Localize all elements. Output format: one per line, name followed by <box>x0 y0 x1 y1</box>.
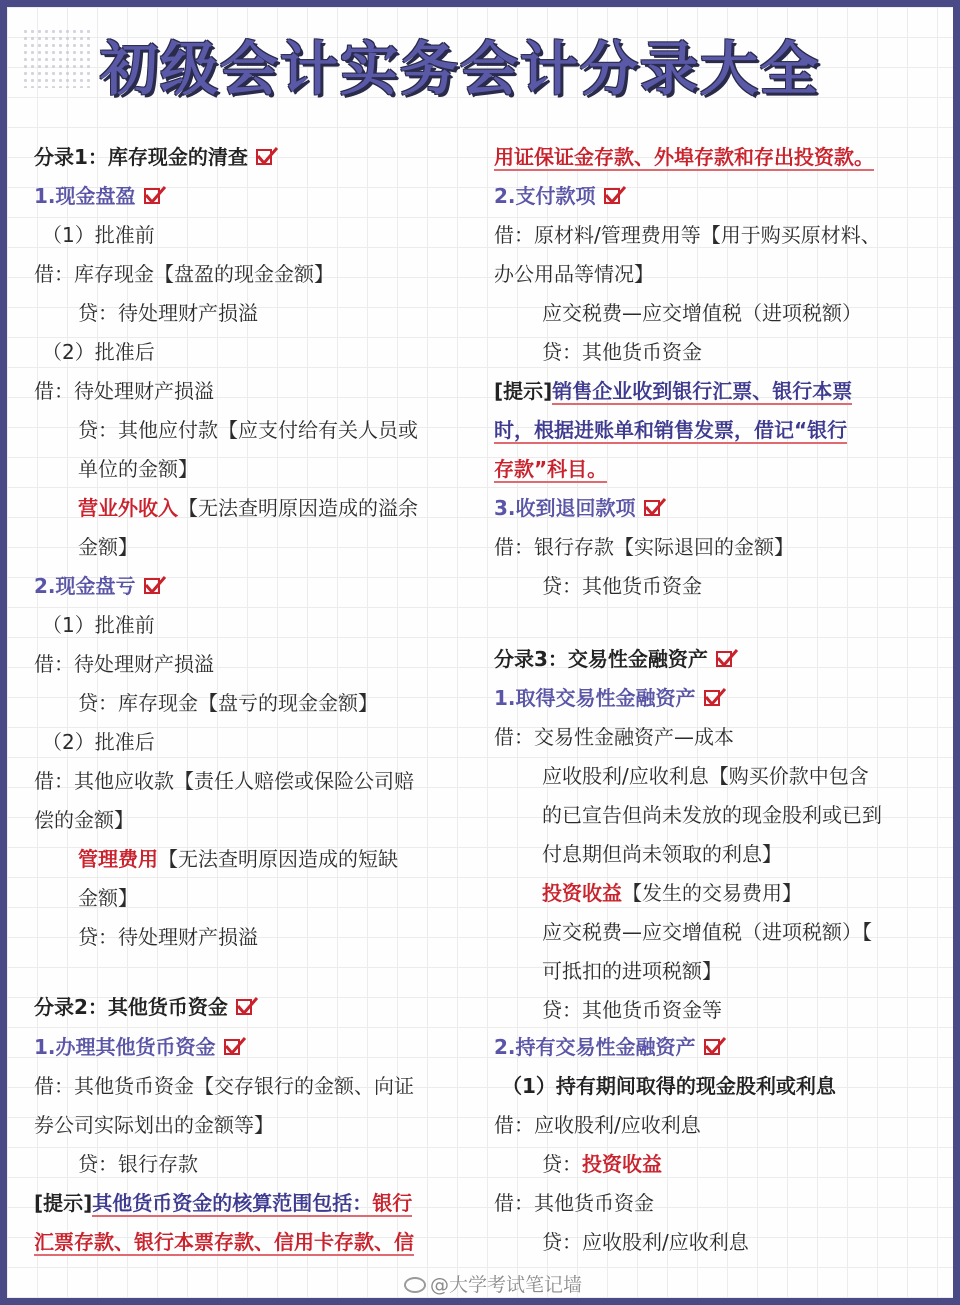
check-icon <box>704 1036 726 1056</box>
subheading-acquire-asset: 1.取得交易性金融资产 <box>494 685 726 715</box>
debit-line: 应交税费—应交增值税（进项税额）【 <box>542 920 872 944</box>
check-icon <box>144 575 166 595</box>
hint-line: [提示]销售企业收到银行汇票、银行本票 <box>494 379 853 403</box>
check-icon <box>144 185 166 205</box>
debit-line: 投资收益【发生的交易费用】 <box>542 881 802 905</box>
text-line: （2）批准后 <box>42 730 155 754</box>
debit-line: 借：库存现金【盘盈的现金金额】 <box>34 262 334 286</box>
weibo-icon <box>404 1277 426 1293</box>
watermark: @大学考试笔记墙 <box>404 1270 582 1297</box>
section-heading-2: 分录2：其他货币资金 <box>34 994 258 1024</box>
credit-line: 贷：投资收益 <box>542 1152 662 1176</box>
credit-line: 贷：其他货币资金 <box>542 340 702 364</box>
hint-line: 汇票存款、银行本票存款、信用卡存款、信 <box>34 1230 414 1254</box>
debit-line: 借：原材料/管理费用等【用于购买原材料、 <box>494 223 881 247</box>
credit-line: 贷：待处理财产损溢 <box>78 925 258 949</box>
check-icon <box>716 648 738 668</box>
subheading-hold-asset: 2.持有交易性金融资产 <box>494 1034 726 1064</box>
text-line: 付息期但尚未领取的利息】 <box>542 842 782 866</box>
section-heading-3: 分录3：交易性金融资产 <box>494 646 738 676</box>
text-line: 办公用品等情况】 <box>494 262 654 286</box>
check-icon <box>256 146 278 166</box>
debit-line: 借：应收股利/应收利息 <box>494 1113 701 1137</box>
credit-line: 营业外收入【无法查明原因造成的溢余 <box>78 496 418 520</box>
text-line: （2）批准后 <box>42 340 155 364</box>
subheading-cash-overage: 1.现金盘盈 <box>34 183 166 213</box>
hint-line: 存款”科目。 <box>494 457 608 481</box>
credit-line: 贷：其他货币资金等 <box>542 998 722 1022</box>
subheading-cash-shortage: 2.现金盘亏 <box>34 573 166 603</box>
check-icon <box>704 687 726 707</box>
debit-line: 借：银行存款【实际退回的金额】 <box>494 535 794 559</box>
text-line: 金额】 <box>78 535 138 559</box>
credit-line: 贷：应收股利/应收利息 <box>542 1230 749 1254</box>
check-icon <box>236 996 258 1016</box>
dot-pattern-decoration <box>22 28 92 88</box>
debit-line: 借：其他货币资金【交存银行的金额、向证 <box>34 1074 414 1098</box>
subheading-other-funds: 1.办理其他货币资金 <box>34 1034 246 1064</box>
credit-line: 贷：银行存款 <box>78 1152 198 1176</box>
debit-line: 借：其他货币资金 <box>494 1191 654 1215</box>
debit-line: 借：待处理财产损溢 <box>34 379 214 403</box>
check-icon <box>644 497 666 517</box>
subheading-payment: 2.支付款项 <box>494 183 626 213</box>
section-heading-1: 分录1：库存现金的清查 <box>34 144 278 174</box>
check-icon <box>224 1036 246 1056</box>
credit-line: 贷：待处理财产损溢 <box>78 301 258 325</box>
debit-line: 借：交易性金融资产—成本 <box>494 725 734 749</box>
text-line: （1）批准前 <box>42 613 155 637</box>
page-title: 初级会计实务会计分录大全 <box>100 35 821 103</box>
text-line: 券公司实际划出的金额等】 <box>34 1113 274 1137</box>
text-line: 金额】 <box>78 886 138 910</box>
text-line: （1）持有期间取得的现金股利或利息 <box>502 1074 836 1098</box>
credit-line: 贷：其他货币资金 <box>542 574 702 598</box>
debit-line: 借：其他应收款【责任人赔偿或保险公司赔 <box>34 769 414 793</box>
credit-line: 贷：其他应付款【应支付给有关人员或 <box>78 418 418 442</box>
debit-line: 借：待处理财产损溢 <box>34 652 214 676</box>
text-line: 可抵扣的进项税额】 <box>542 959 722 983</box>
check-icon <box>604 185 626 205</box>
text-line: 偿的金额】 <box>34 808 134 832</box>
debit-line: 管理费用【无法查明原因造成的短缺 <box>78 847 398 871</box>
hint-line: [提示]其他货币资金的核算范围包括：银行 <box>34 1191 413 1215</box>
debit-line: 应收股利/应收利息【购买价款中包含 <box>542 764 869 788</box>
subheading-refund: 3.收到退回款项 <box>494 495 666 525</box>
text-line: 的已宣告但尚未发放的现金股利或已到 <box>542 803 882 827</box>
hint-line: 用证保证金存款、外埠存款和存出投资款。 <box>494 145 874 169</box>
text-line: 单位的金额】 <box>78 457 198 481</box>
credit-line: 贷：库存现金【盘亏的现金金额】 <box>78 691 378 715</box>
text-line: （1）批准前 <box>42 223 155 247</box>
hint-line: 时，根据进账单和销售发票，借记“银行 <box>494 418 848 442</box>
debit-line: 应交税费—应交增值税（进项税额） <box>542 301 862 325</box>
